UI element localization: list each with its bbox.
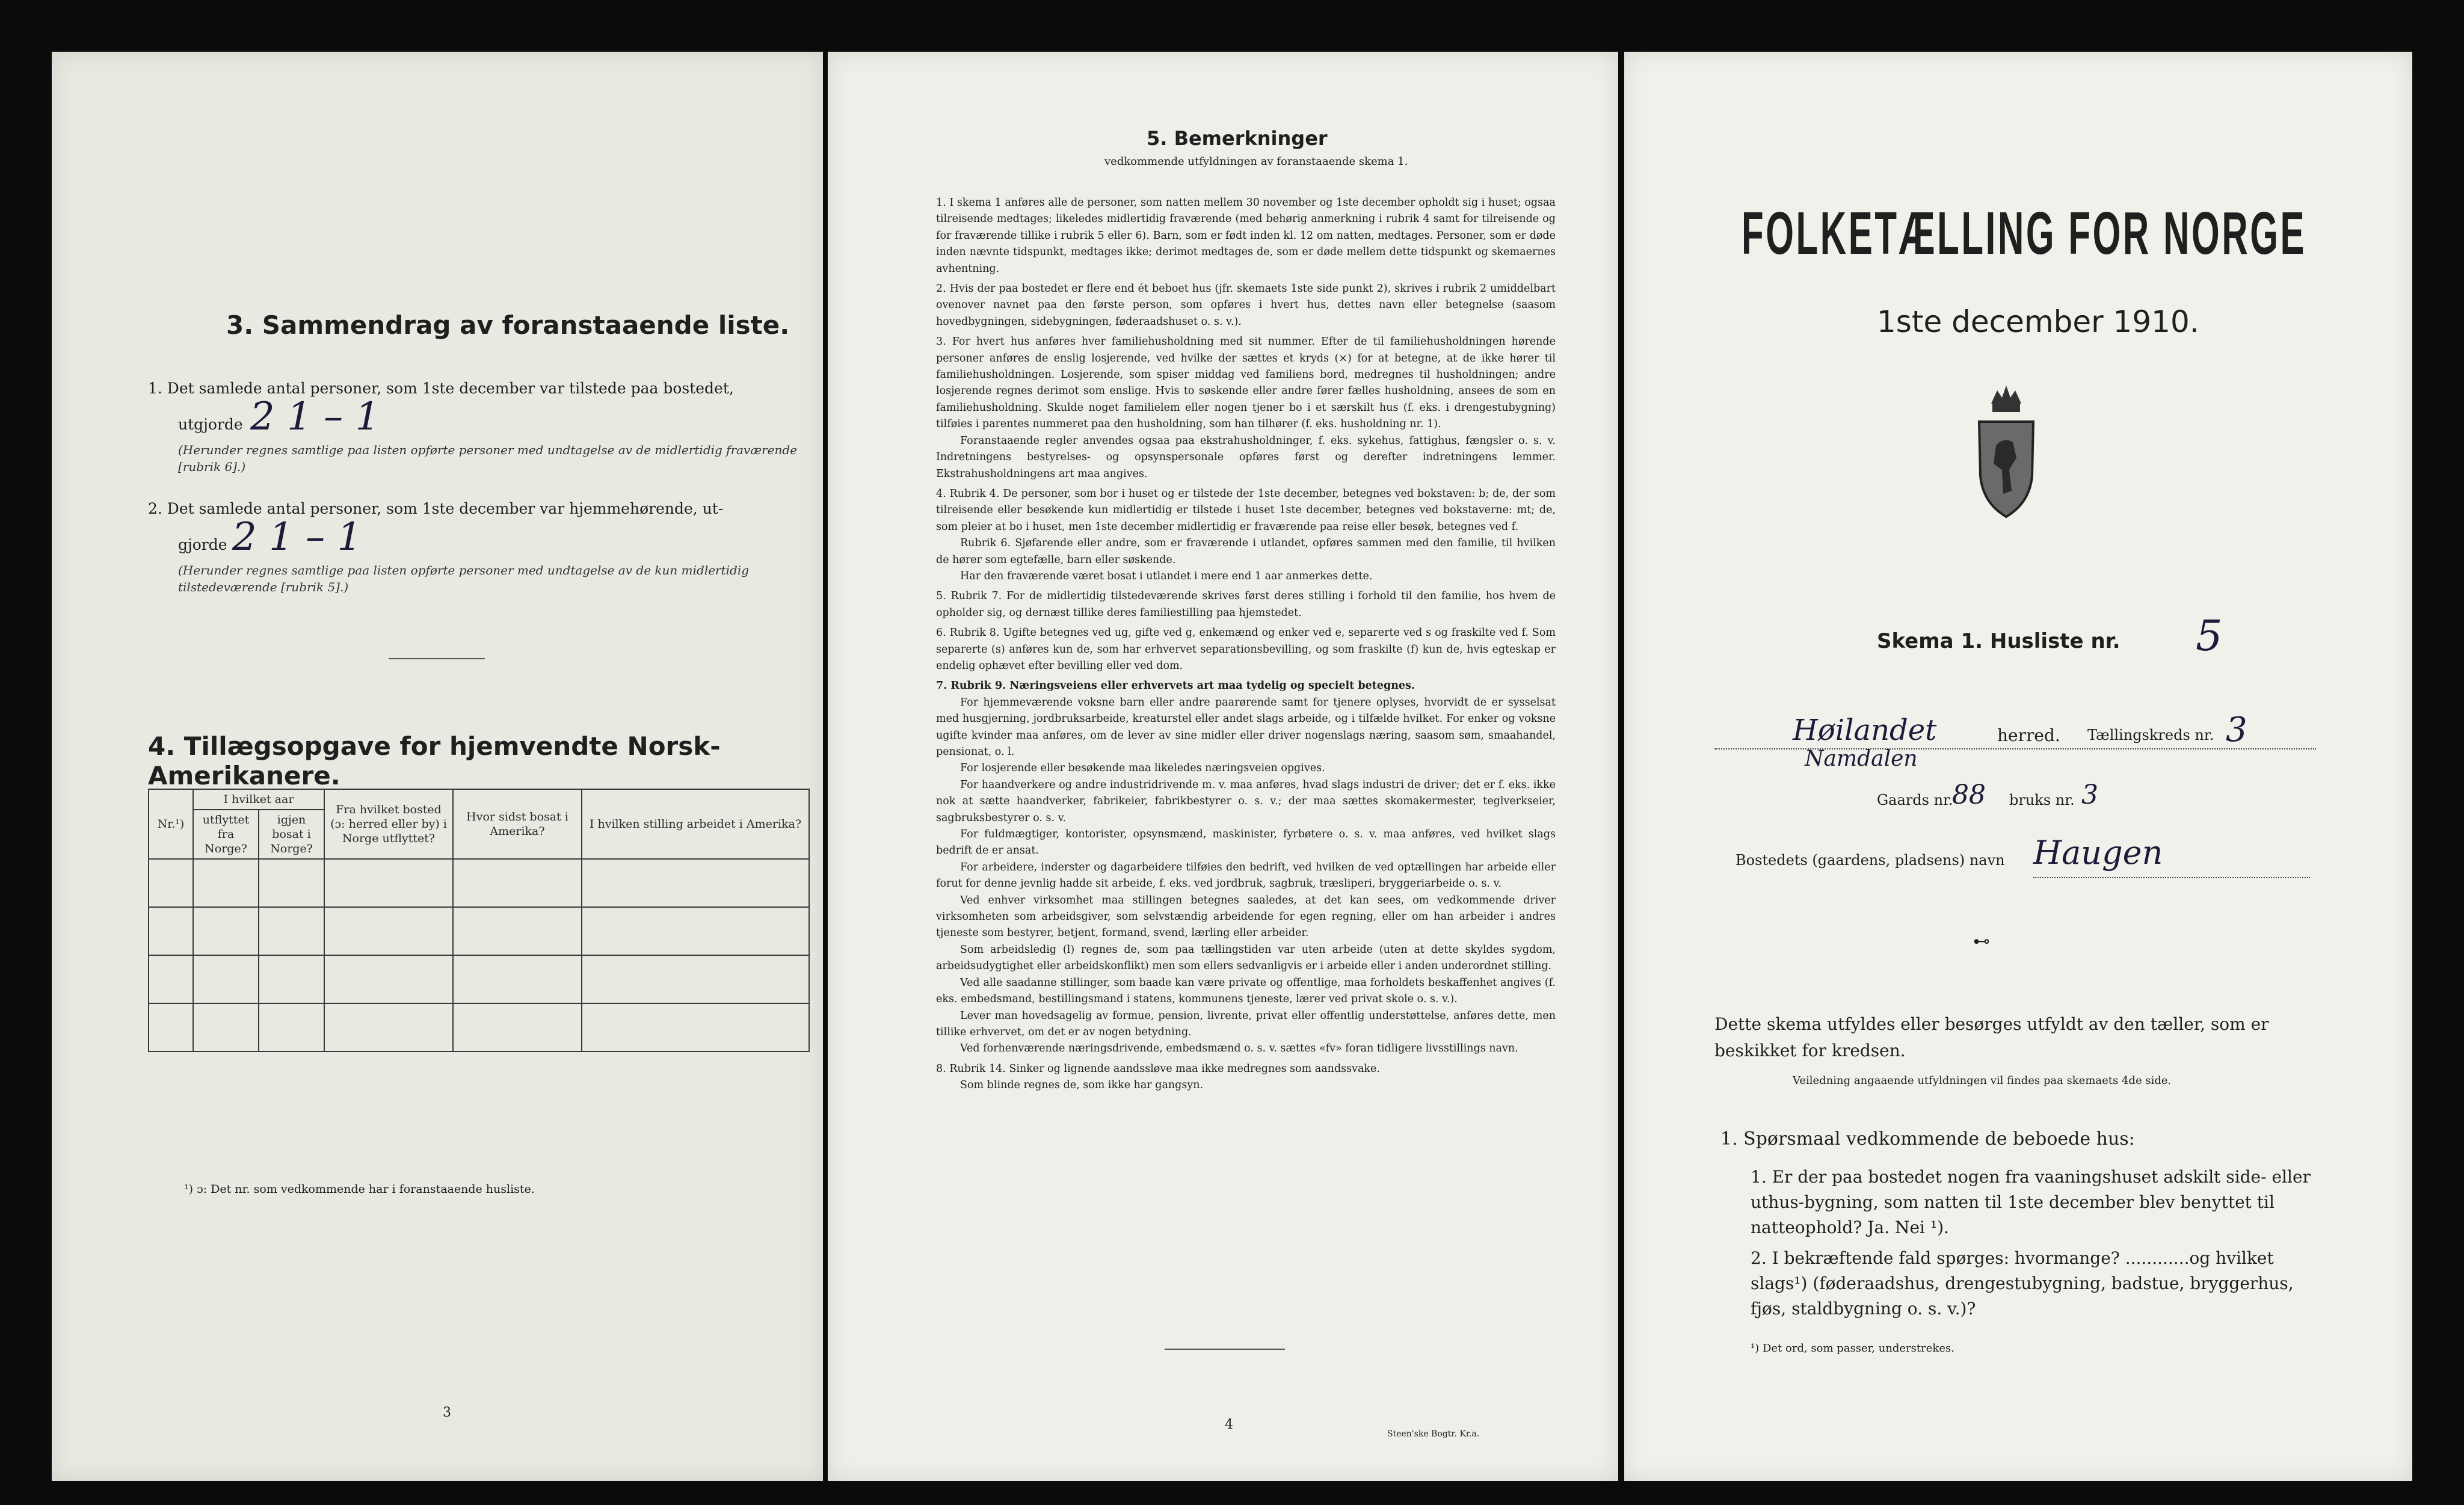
col-group-year: I hvilket aar: [193, 789, 324, 810]
table-cell: [259, 907, 324, 955]
remark-7: 7. Rubrik 9. Næringsveiens eller erhvervets art maa tydelig og specielt betegnes.: [936, 680, 1415, 692]
page-number: 4: [1225, 1417, 1233, 1432]
col-returned: igjen bosat i Norge?: [259, 810, 324, 859]
herred-handwritten: Høilandet: [1793, 713, 1937, 747]
remark-7c: For losjerende eller besøkende maa likeledes næringsveien opgives.: [960, 762, 1325, 775]
divider: [389, 658, 485, 659]
gaards-label: Gaards nr.: [1877, 792, 1953, 808]
remark-5: 5. Rubrik 7. For de midlertidig tilstedeværende skrives først deres stilling i forhold til den familie, hos hvem de opholder sig, og dernæst tillike deres familiestilling paa hjemstedet.: [936, 590, 1556, 619]
table-cell: [324, 907, 453, 955]
questions-heading: 1. Spørsmaal vedkommende de beboede hus:: [1720, 1128, 2135, 1150]
table-cell: [149, 859, 193, 907]
table-footnote: ¹) ɔ: Det nr. som vedkommende har i foranstaaende husliste.: [184, 1183, 535, 1196]
census-title: FOLKETÆLLING FOR NORGE: [1742, 200, 2307, 267]
table-cell: [453, 907, 582, 955]
page-3: [52, 52, 823, 1481]
table-cell: [149, 907, 193, 955]
bosted-name: Haugen: [2033, 834, 2163, 872]
remark-8b: Som blinde regnes de, som ikke har gangsyn.: [960, 1079, 1204, 1092]
kreds-number: 3: [2226, 710, 2247, 749]
remark-4: 4. Rubrik 4. De personer, som bor i huset og er tilstede der 1ste december, betegnes ved bokstaven: b; de, der som tilreisende eller besøkende kun midlertidig er tilstede i huset 1ste december, betegnes ved bokstaverne: mt; de, som pleier at bo i huset, men 1ste december midlertidig er fraværende paa reise eller besøk, betegnes ved f.: [936, 487, 1556, 533]
remark-7d: For haandverkere og andre industridrivende m. v. maa anføres, hvad slags industri de driver; det er f. eks. ikke nok at sætte haandverker, fabrikeier, fabrikbestyrer o. s. v.; der maa sættes skomakermester, teglverkseier, sagbruksbestyrer o. s. v.: [936, 778, 1556, 824]
norsk-amerikanere-table: [148, 789, 810, 1052]
skema-label: Skema 1. Husliste nr.: [1877, 629, 2121, 653]
table-cell: [582, 1003, 809, 1051]
table-cell: [453, 955, 582, 1003]
question-2: 2. I bekræftende fald spørges: hvormange? ............og hvilket slags¹) (føderaadshus, drengestubygning, badstue, bryggerhus, fjøs, staldbygning o. s. v.)?: [1751, 1248, 2294, 1319]
remark-3b: Foranstaaende regler anvendes ogsaa paa ekstrahusholdninger, f. eks. sykehus, fattighus, fængsler o. s. v. Indretningens bestyrelses- og opsynspersonale opføres først og derefter indretningens lemmer. Ekstrahusholdningens art maa angives.: [936, 434, 1556, 480]
remark-7b: For hjemmeværende voksne barn eller andre paarørende samt for tjenere oplyses, hvorvidt de er sysselsat med husgjerning, jordbruksarbeide, kreaturstel eller andet slags arbeide, og i tilfælde hvilket. For enker og voksne ugifte kvinder maa anføres, om de lever av sine midler eller driver nogenslags næring, saasom søm, smaahandel, pensionat, o. l.: [936, 696, 1556, 758]
col-nr: Nr.¹): [149, 789, 193, 859]
table-cell: [193, 1003, 259, 1051]
instruction-note: Veiledning angaaende utfyldningen vil findes paa skemaets 4de side.: [1793, 1074, 2172, 1087]
table-cell: [582, 955, 809, 1003]
remark-7h: Som arbeidsledig (l) regnes de, som paa tællingstiden var uten arbeide (uten at dette skyldes sygdom, arbeidsudygtighet eller arbeidskonflikt) men som ellers sedvanligvis er i arbeide eller i anden underordnet stilling.: [936, 943, 1556, 973]
bruks-number: 3: [2081, 780, 2098, 810]
divider: [1165, 1349, 1285, 1350]
table-cell: [324, 1003, 453, 1051]
page-footnote: ¹) Det ord, som passer, understrekes.: [1751, 1342, 1954, 1355]
summary-item-2-note: (Herunder regnes samtlige paa listen opførte personer med undtagelse av de kun midlertidig tilstedeværende [rubrik 5].): [178, 563, 750, 594]
bruks-label: bruks nr.: [2009, 792, 2075, 808]
table-cell: [193, 955, 259, 1003]
col-occupation: I hvilken stilling arbeidet i Amerika?: [582, 789, 809, 859]
coat-of-arms-icon: [1967, 380, 2045, 521]
instruction-text: Dette skema utfyldes eller besørges utfyldt av den tæller, som er beskikket for kredsen.: [1714, 1014, 2269, 1060]
bosted-label: Bostedets (gaardens, pladsens) navn: [1736, 852, 2005, 869]
table-cell: [324, 859, 453, 907]
subregion-handwritten: Namdalen: [1805, 746, 1918, 771]
table-cell: [193, 859, 259, 907]
summary-item-2-prefix: gjorde: [178, 536, 227, 553]
table-cell: [324, 955, 453, 1003]
ornament-divider: ⊷: [1973, 931, 1990, 951]
summary-item-2: 2. Det samlede antal personer, som 1ste december var hjemmehørende, ut-: [148, 500, 724, 517]
table-cell: [582, 907, 809, 955]
page-4: [828, 52, 1618, 1481]
remarks-title: 5. Bemerkninger: [1147, 127, 1328, 150]
bosted-line: [2033, 877, 2310, 878]
remarks-subtitle: vedkommende utfyldningen av foranstaaende skema 1.: [1104, 155, 1408, 168]
page-1: [1624, 52, 2412, 1481]
remark-6: 6. Rubrik 8. Ugifte betegnes ved ug, gifte ved g, enkemænd og enker ved e, separerte ved s og fraskilte ved f. Som separerte (s) anføres kun de, som har erhvervet separationsbevilling, og som fraskilte (f) kun de, hvis egteskap er endelig ophævet efter bevilling eller ved dom.: [936, 627, 1556, 672]
handwritten-count-present: 2 1 – 1: [250, 395, 380, 439]
table-cell: [582, 859, 809, 907]
remarks-list: [936, 195, 1556, 1094]
herred-label: herred.: [1997, 725, 2060, 745]
gaards-number: 88: [1952, 780, 1986, 810]
kreds-label: Tællingskreds nr.: [2087, 727, 2214, 743]
summary-item-1-note: (Herunder regnes samtlige paa listen opførte personer med undtagelse av de midlertidig fraværende [rubrik 6].): [178, 443, 798, 474]
col-from-where: Fra hvilket bosted (ɔ: herred eller by) i Norge utflyttet?: [324, 789, 453, 859]
remark-7j: Lever man hovedsagelig av formue, pension, livrente, privat eller offentlig understøttelse, anføres dette, men tillike erhvervet, om det er av nogen betydning.: [936, 1009, 1556, 1038]
remark-3: 3. For hvert hus anføres hver familiehusholdning med sit nummer. Efter de til familiehusholdningen hørende personer anføres de enslig losjerende, ved hvilke der sættes et kryds (×) for at betegne, at de ikke hører til familiehusholdningen. Losjerende, som spiser middag ved familiens bord, medregnes til husholdningen; andre losjerende regnes derimot som enslige. Hvis to søskende eller andre fører fælles husholdning, ansees de som en familiehusholdning. Skulde noget familielem eller nogen tjener bo i et særskilt hus (f. eks. i drengestubygning) tilføies i parentes nummeret paa den husholdning, som han tilhører (f. eks. husholdning nr. 1).: [936, 336, 1556, 431]
section-3-title: 3. Sammendrag av foranstaaende liste.: [226, 310, 790, 340]
table-cell: [149, 1003, 193, 1051]
remark-2: 2. Hvis der paa bostedet er flere end ét beboet hus (jfr. skemaets 1ste side punkt 2), skrives i rubrik 2 umiddelbart ovenover navnet paa den første person, som opføres i hvert hus, dettes navn eller betegnelse (saasom hovedbygningen, sidebygningen, føderaadshuset o. s. v.).: [936, 283, 1556, 328]
fold-gap: [1618, 52, 1624, 1481]
table-cell: [193, 907, 259, 955]
census-date: 1ste december 1910.: [1877, 304, 2199, 339]
table-cell: [453, 1003, 582, 1051]
table-cell: [259, 1003, 324, 1051]
remark-4c: Har den fraværende været bosat i utlandet i mere end 1 aar anmerkes dette.: [960, 570, 1373, 582]
remark-4b: Rubrik 6. Sjøfarende eller andre, som er fraværende i utlandet, opføres sammen med den familie, til hvilken de hører som egtefælle, barn eller søskende.: [936, 537, 1556, 566]
remark-7k: Ved forhenværende næringsdrivende, embedsmænd o. s. v. sættes «fv» foran tidligere livsstillings navn.: [960, 1042, 1518, 1055]
handwritten-count-resident: 2 1 – 1: [232, 515, 362, 559]
col-emigrated: utflyttet fra Norge?: [193, 810, 259, 859]
remark-8: 8. Rubrik 14. Sinker og lignende aandssløve maa ikke medregnes som aandssvake.: [936, 1062, 1380, 1075]
summary-item-1-prefix: utgjorde: [178, 416, 243, 433]
question-1: 1. Er der paa bostedet nogen fra vaaningshuset adskilt side- eller uthus-bygning, som natten til 1ste december blev benyttet til natteophold? Ja. Nei ¹).: [1751, 1167, 2311, 1237]
remark-7f: For arbeidere, inderster og dagarbeidere tilføies den bedrift, ved hvilken de ved optællingen har arbeide eller forut for denne jevnlig hadde sit arbeide, f. eks. ved jordbruk, sagbruk, træsliperi, bryggeriarbeide o. s. v.: [936, 861, 1556, 890]
table-cell: [149, 955, 193, 1003]
remark-7e: For fuldmægtiger, kontorister, opsynsmænd, maskinister, fyrbøtere o. s. v. maa anføres, ved hvilket slags bedrift de er ansat.: [936, 828, 1556, 857]
remark-7g: Ved enhver virksomhet maa stillingen betegnes saaledes, at det kan sees, om vedkommende driver virksomheten som arbeidsgiver, som selvstændig arbeidende for egen regning, eller om han arbeider i andres tjeneste som bestyrer, betjent, formand, svend, lærling eller arbeider.: [936, 894, 1556, 940]
summary-item-1: 1. Det samlede antal personer, som 1ste december var tilstede paa bostedet,: [148, 380, 734, 397]
husliste-number: 5: [2196, 611, 2223, 660]
section-4-title: 4. Tillægsopgave for hjemvendte Norsk-Amerikanere.: [148, 731, 721, 790]
table-cell: [453, 859, 582, 907]
page-number: 3: [443, 1405, 451, 1420]
table-cell: [259, 859, 324, 907]
remark-1: 1. I skema 1 anføres alle de personer, som natten mellem 30 november og 1ste december opholdt sig i huset; ogsaa tilreisende medtages; likeledes midlertidig fraværende (med behørig anmerkning i rubrik 4 samt for tilreisende og for fraværende tillike i rubrik 5 eller 6). Barn, som er født inden kl. 12 om natten, medtages. Personer, som er døde inden nævnte tidspunkt, medtages ikke; derimot medtages de, som er døde mellem dette tidspunkt og skemaernes avhentning.: [936, 197, 1556, 275]
table-cell: [259, 955, 324, 1003]
col-last-residence: Hvor sidst bosat i Amerika?: [453, 789, 582, 859]
printer-imprint: Steen'ske Bogtr. Kr.a.: [1387, 1429, 1480, 1439]
remark-7i: Ved alle saadanne stillinger, som baade kan være private og offentlige, maa forholdets beskaffenhet angives (f. eks. embedsmand, bestillingsmand i statens, kommunens tjeneste, lærer ved privat skole o. s. v.).: [936, 976, 1556, 1006]
